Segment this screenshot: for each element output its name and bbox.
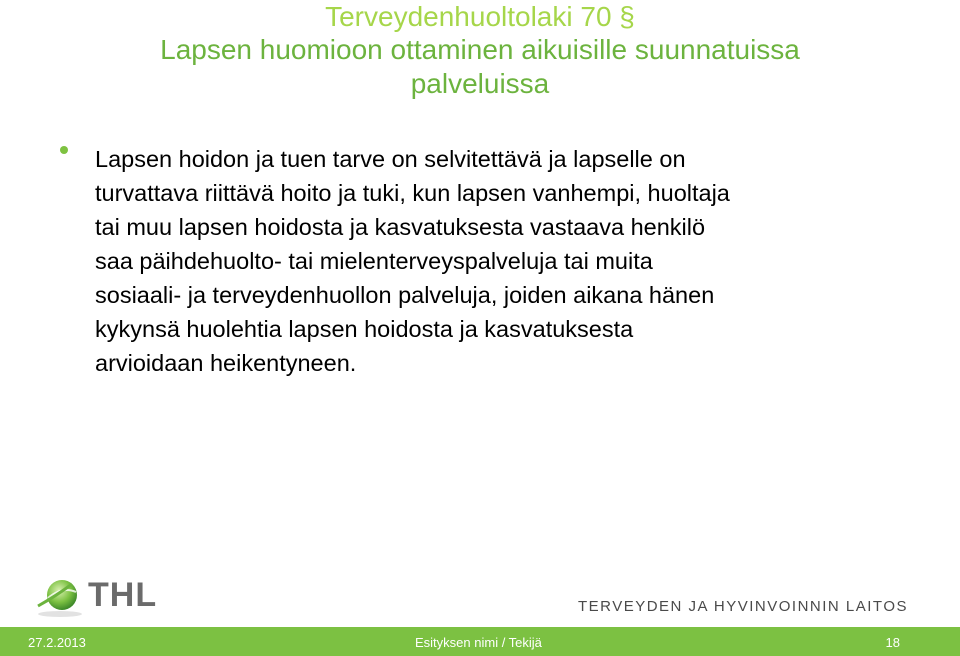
thl-logo-text: THL — [88, 576, 158, 614]
bullet-line: arvioidaan heikentyneen. — [95, 350, 357, 376]
bullet-line: Lapsen hoidon ja tuen tarve on selvitettävä ja lapselle on — [95, 146, 686, 172]
footer-page-number: 18 — [885, 635, 900, 650]
bullet-paragraph — [95, 142, 905, 380]
organization-name: TERVEYDEN JA HYVINVOINNIN LAITOS — [577, 598, 908, 615]
title-law-reference: Terveydenhuoltolaki 70 § — [325, 1, 635, 32]
bullet-line: tai muu lapsen hoidosta ja kasvatuksesta vastaava henkilö — [95, 214, 706, 240]
bullet-line: turvattava riittävä hoito ja tuki, kun lapsen vanhempi, huoltaja — [95, 180, 730, 206]
footer-bar — [0, 627, 960, 656]
bullet-line: sosiaali- ja terveydenhuollon palveluja, joiden aikana hänen — [95, 282, 715, 308]
bullet-line: kykynsä huolehtia lapsen hoidosta ja kasvatuksesta — [95, 316, 634, 342]
footer-date: 27.2.2013 — [28, 635, 86, 650]
bullet-dot-icon — [60, 146, 68, 154]
title-heading-line1: Lapsen huomioon ottaminen aikuisille suunnatuissa — [160, 34, 800, 65]
title-heading-line2: palveluissa — [410, 68, 550, 99]
bullet-line: saa päihdehuolto- tai mielenterveyspalveluja tai muita — [95, 248, 653, 274]
footer-presentation-name: Esityksen nimi / Tekijä — [415, 635, 542, 650]
